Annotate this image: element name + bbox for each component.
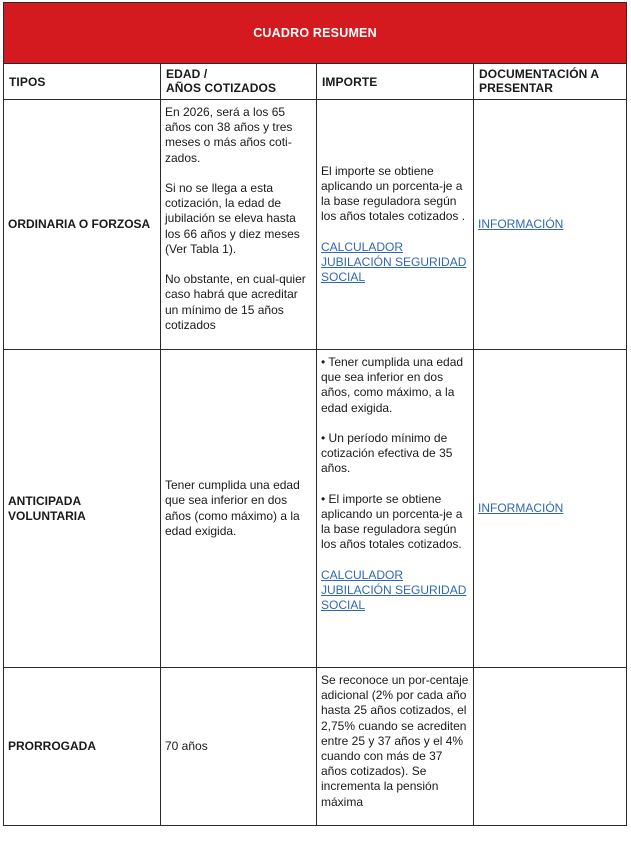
calculador-link[interactable]: CALCULADOR JUBILACIÓN SEGURIDAD SOCIAL	[321, 567, 467, 613]
header-doc-line2: PRESENTAR	[479, 81, 554, 95]
table-title: CUADRO RESUMEN	[4, 3, 627, 64]
table-row	[4, 100, 627, 350]
edad-anticipada	[161, 350, 317, 668]
importe-bullet: • Tener cumplida una edad que sea inferior en dos años, como máximo, a la edad exigida.	[321, 355, 464, 415]
tipo-prorrogada: PRORROGADA	[4, 668, 161, 826]
header-importe: IMPORTE	[317, 64, 474, 100]
header-tipos: TIPOS	[4, 64, 161, 100]
header-row	[4, 64, 627, 100]
summary-table	[3, 2, 627, 826]
header-edad	[161, 64, 317, 100]
edad-paragraph: Si no se llega a esta cotización, la edad de jubilación se eleva hasta los 66 años y diez meses (Ver Tabla 1).	[165, 181, 300, 256]
edad-prorrogada: 70 años	[161, 668, 317, 826]
doc-anticipada	[474, 350, 627, 668]
importe-bullet: • Un período mínimo de cotización efectiva de 35 años.	[321, 431, 453, 476]
table-row	[4, 350, 627, 668]
importe-text: El importe se obtiene aplicando un porcenta-je a la base reguladora según los años totales cotizados .	[321, 163, 466, 224]
informacion-link[interactable]: INFORMACIÓN	[478, 500, 564, 515]
edad-ordinaria	[161, 100, 317, 350]
informacion-link[interactable]: INFORMACIÓN	[478, 216, 564, 231]
importe-anticipada	[317, 350, 474, 668]
table-row	[4, 668, 627, 826]
summary-table-container	[3, 2, 626, 826]
edad-paragraph: En 2026, será a los 65 años con 38 años y tres meses o más años coti-zados.	[165, 105, 293, 165]
tipo-ordinaria: ORDINARIA O FORZOSA	[4, 100, 161, 350]
header-documentacion	[474, 64, 627, 100]
calculador-link[interactable]: CALCULADOR JUBILACIÓN SEGURIDAD SOCIAL	[321, 239, 467, 285]
importe-prorrogada: Se reconoce un por-centaje adicional (2% por cada año hasta 25 años cotizados, el 2,75% cuando se acrediten entre 25 y 37 años y el 4% cuando con más de 37 años cotizados). Se incrementa la pensión máxima	[317, 668, 474, 826]
tipo-anticipada-line2: VOLUNTARIA	[8, 508, 86, 523]
header-edad-line1: EDAD /	[166, 67, 208, 81]
importe-ordinaria	[317, 100, 474, 350]
tipo-anticipada-line1: ANTICIPADA	[8, 493, 82, 508]
edad-text: Tener cumplida una edad que sea inferior en dos años (como máximo) a la edad exigida.	[165, 478, 300, 538]
doc-ordinaria	[474, 100, 627, 350]
doc-prorrogada	[474, 668, 627, 826]
header-doc-line1: DOCUMENTACIÓN A	[479, 67, 600, 81]
title-row	[4, 3, 627, 64]
tipo-anticipada	[4, 350, 161, 668]
edad-paragraph: No obstante, en cual-quier caso habrá que acreditar un mínimo de 15 años cotizados	[165, 272, 306, 332]
header-edad-line2: AÑOS COTIZADOS	[166, 81, 277, 95]
importe-bullet: • El importe se obtiene aplicando un porcenta-je a la base reguladora según los años totales cotizados.	[321, 491, 463, 552]
